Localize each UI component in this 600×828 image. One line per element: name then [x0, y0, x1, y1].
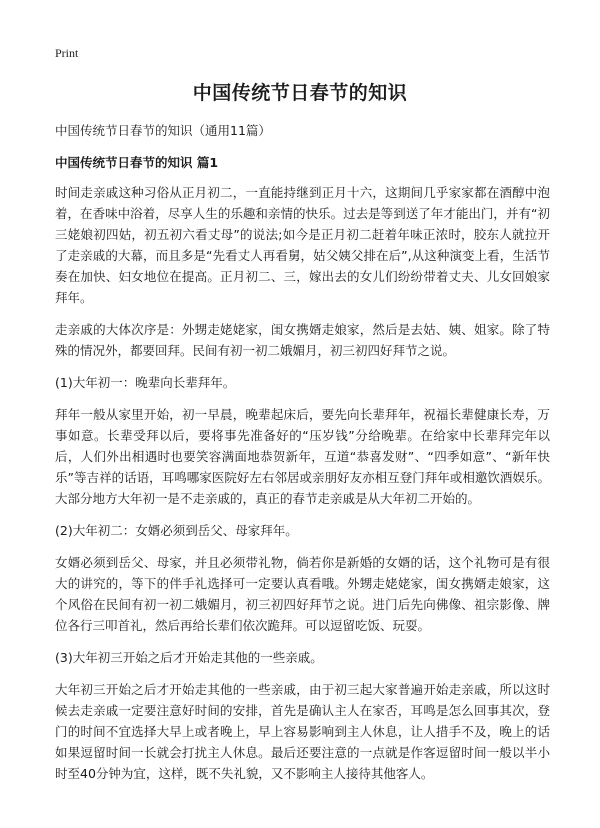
section-heading: 中国传统节日春节的知识 篇1: [55, 155, 219, 170]
paragraph-day2-heading: (2)大年初二：女婿必须到岳父、母家拜年。: [55, 523, 298, 538]
paragraph-day1-body: 拜年一般从家里开始，初一早晨，晚辈起床后，要先向长辈拜年，祝福长辈健康长寿，万事如意。长辈受拜以后，要将事先准备好的“压岁钱”分给晚辈。在给家中长辈拜完年以后，人们外出相遇时也要笑容满面地恭贺新年，互道“恭喜发财”、“四季如意”、“新年快乐”等吉祥的话语，耳鸣哪家医院好左右邻居或亲朋好友亦相互登门拜年或相邀饮酒娱乐。大部分地方大年初一是不走亲戚的，真正的春节走亲戚是从大年初二开始的。: [55, 407, 550, 506]
paragraph-visit-order: 走亲戚的大体次序是：外甥走姥姥家，闺女携婿走娘家，然后是去姑、姨、姐家。除了特殊的情况外，都要回拜。民间有初一初二娥媚月，初三初四好拜节之说。: [55, 322, 550, 358]
print-link[interactable]: Print: [55, 46, 79, 60]
article-body: [55, 120, 550, 795]
page-title: 中国传统节日春节的知识: [192, 82, 408, 104]
paragraph-intro: 时间走亲戚这种习俗从正月初二，一直能持继到正月十六，这期间几乎家家都在酒醇中泡着，在香味中浴着，尽享人生的乐趣和亲情的快乐。过去是等到送了年才能出门，并有“初三姥娘初四姑，初五初六看丈母”的说法;如今是正月初二赶着年味正浓时，胶东人就拉开了走亲戚的大幕，而且多是“先看丈人再看舅，姑父姨父排在后”,从这种演变上看，生活节奏在加快、妇女地位在提高。正月初二、三，嫁出去的女儿们纷纷带着丈夫、儿女回娘家拜年。: [55, 185, 550, 305]
paragraph-day3-heading: (3)大年初三开始之后才开始走其他的一些亲戚。: [55, 650, 323, 665]
paragraph-day1-heading: (1)大年初一：晚辈向长辈拜年。: [55, 375, 236, 390]
article-subtitle: 中国传统节日春节的知识（通用11篇）: [55, 123, 271, 138]
paragraph-day2-body: 女婿必须到岳父、母家，并且必须带礼物，倘若你是新婚的女婿的话，这个礼物可是有很大的讲究的，等下的伴手礼选择可一定要认真看哦。外甥走姥姥家，闺女携婿走娘家，这个风俗在民间有初一初二娥媚月，初三初四好拜节之说。进门后先向佛像、祖宗影像、牌位各行三叩首礼，然后再给长辈们依次跪拜。可以逗留吃饭、玩耍。: [55, 555, 550, 633]
paragraph-day3-body: 大年初三开始之后才开始走其他的一些亲戚，由于初三起大家普遍开始走亲戚，所以这时候去走亲戚一定要注意好时间的安排，首先是确认主人在家否，耳鸣是怎么回事其次，登门的时间不宜选择大早上或者晚上，早上容易影响到主人休息，让人措手不及，晚上的话如果逗留时间一长就会打扰主人休息。最后还要注意的一点就是作客逗留时间一般以半小时至40分钟为宜，这样，既不失礼貌，又不影响主人接待其他客人。: [55, 682, 550, 781]
